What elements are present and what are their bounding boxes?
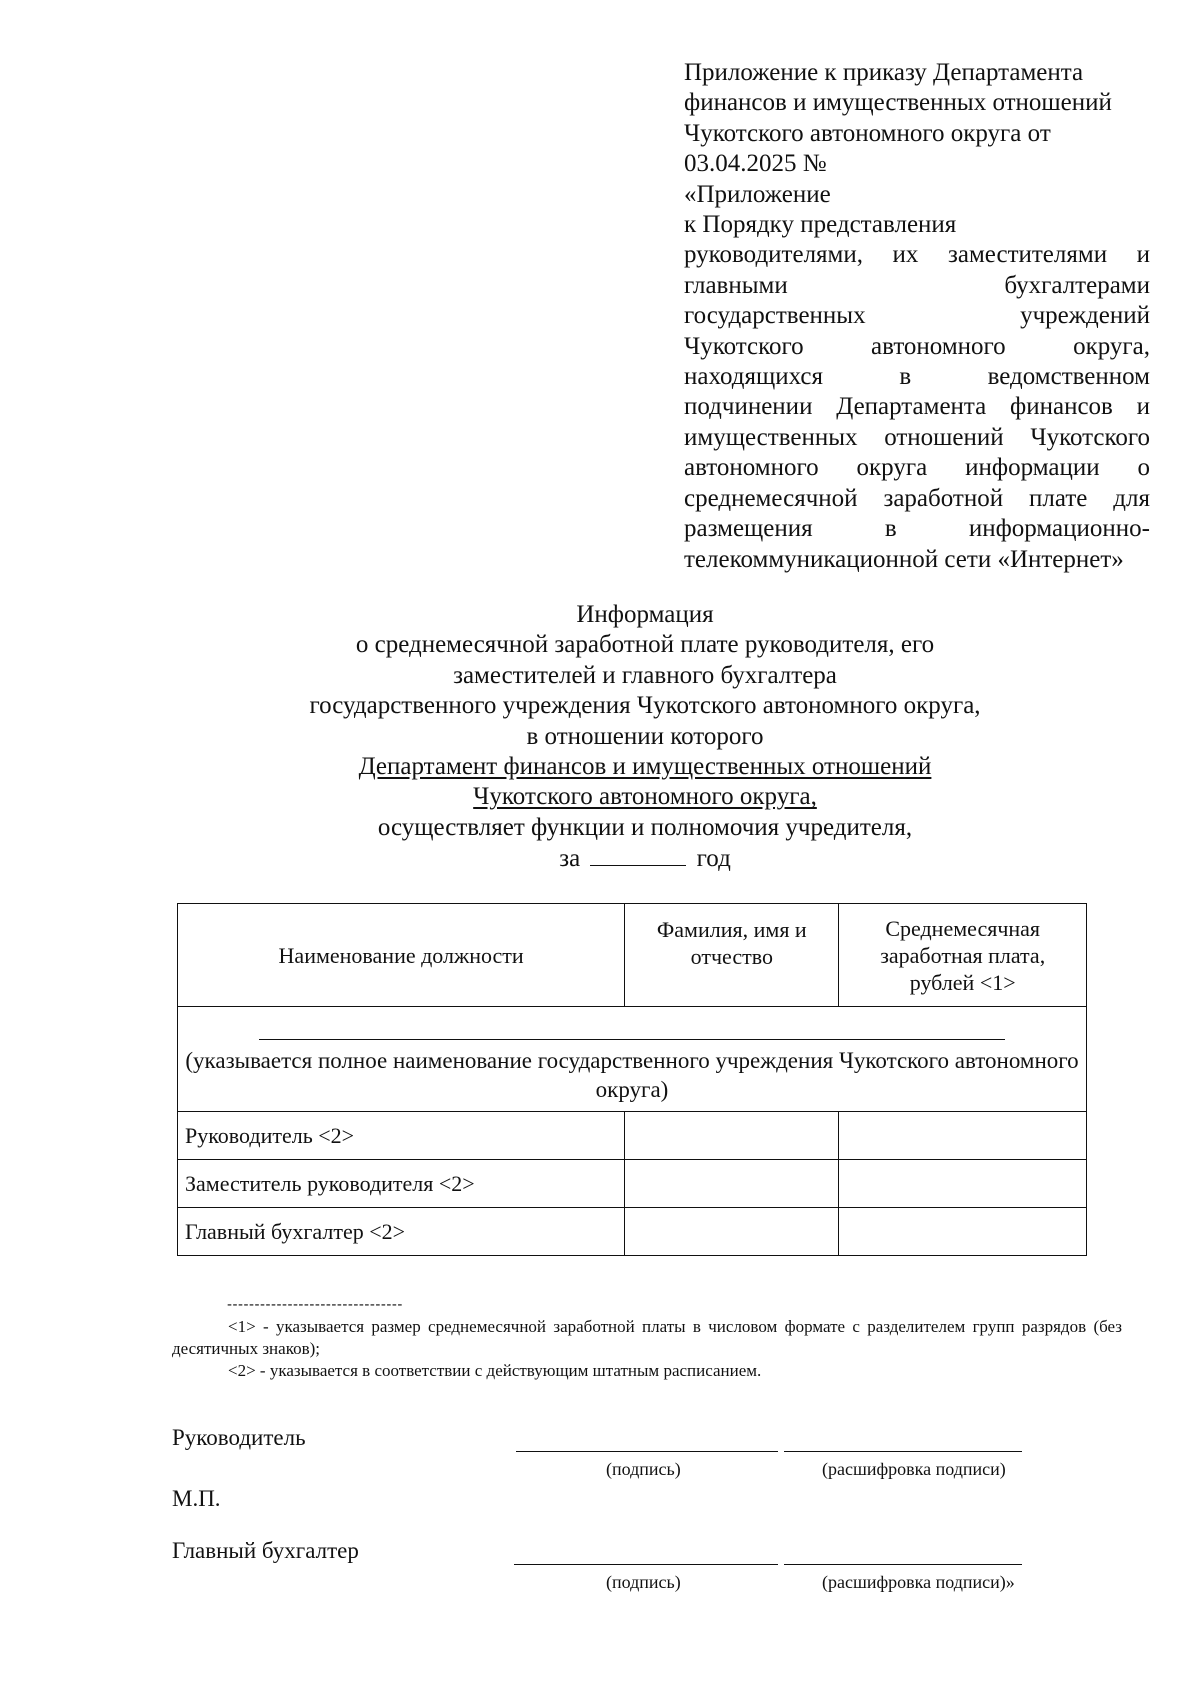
appendix-line: имущественных отношений Чукотского xyxy=(684,423,1150,451)
title-line: о среднемесячной заработной плате руководителя, его xyxy=(355,631,935,659)
org-name-blank-line xyxy=(259,1039,1005,1040)
org-name-row xyxy=(178,1007,1087,1112)
appendix-line: руководителями, их заместителями и xyxy=(684,241,1150,269)
header-position: Наименование должности xyxy=(178,904,625,1007)
position-cell: Главный бухгалтер <2> xyxy=(178,1208,625,1256)
appendix-line: Чукотского автономного округа от xyxy=(684,119,1051,147)
year-line xyxy=(180,843,1110,874)
signature-caption: (подпись) xyxy=(606,1459,681,1479)
head-decode-line[interactable] xyxy=(784,1451,1022,1452)
footnote-separator: -------------------------------- xyxy=(227,1296,403,1313)
footnote-1: <1> - указывается размер среднемесячной заработной платы в числовом формате с разделителем групп разрядов (без десятичных знаков); xyxy=(172,1317,1122,1358)
head-signature-label: Руководитель xyxy=(172,1425,306,1450)
appendix-line: среднемесячной заработной плате для xyxy=(684,484,1150,512)
accountant-signature-line[interactable] xyxy=(514,1564,778,1565)
appendix-block xyxy=(684,58,1150,575)
year-suffix: год xyxy=(696,845,731,873)
header-full-name: Фамилия, имя и отчество xyxy=(625,904,839,1007)
year-prefix: за xyxy=(559,845,581,873)
title-line: осуществляет функции и полномочия учредителя, xyxy=(377,813,913,841)
appendix-line: размещения в информационно- xyxy=(684,515,1150,543)
accountant-decode-line[interactable] xyxy=(784,1564,1022,1565)
salary-table xyxy=(177,903,1087,1256)
appendix-line: Приложение к приказу Департамента xyxy=(684,59,1084,86)
founder-name-line: Департамент финансов и имущественных отношений xyxy=(358,753,932,781)
founder-name-line: Чукотского автономного округа, xyxy=(473,783,817,811)
appendix-line: главными бухгалтерами xyxy=(684,271,1150,299)
decode-caption: (расшифровка подписи) xyxy=(822,1459,1006,1479)
table-row xyxy=(178,1112,1087,1160)
appendix-line: 03.04.2025 № xyxy=(684,150,827,178)
salary-cell[interactable] xyxy=(839,1112,1087,1160)
head-signature-line[interactable] xyxy=(516,1451,778,1452)
appendix-line: автономного округа информации о xyxy=(684,454,1150,482)
title-line: в отношении которого xyxy=(526,722,764,750)
position-cell: Руководитель <2> xyxy=(178,1112,625,1160)
appendix-line: подчинении Департамента финансов и xyxy=(684,393,1150,421)
appendix-line: «Приложение xyxy=(684,180,831,208)
position-cell: Заместитель руководителя <2> xyxy=(178,1160,625,1208)
footnotes xyxy=(172,1294,1122,1382)
table-row xyxy=(178,1208,1087,1256)
appendix-line: Чукотского автономного округа, xyxy=(684,332,1150,360)
appendix-line: к Порядку представления xyxy=(684,211,957,239)
document-title xyxy=(180,600,1110,875)
title-line: заместителей и главного бухгалтера xyxy=(453,661,837,689)
org-name-hint: (указывается полное наименование государственного учреждения Чукотского автономного округа) xyxy=(185,1048,1079,1102)
table-header-row xyxy=(178,904,1087,1007)
decode-caption: (расшифровка подписи)» xyxy=(822,1572,1015,1592)
signature-caption: (подпись) xyxy=(606,1572,681,1592)
appendix-line: государственных учреждений xyxy=(684,302,1150,330)
title-line: государственного учреждения Чукотского автономного округа, xyxy=(309,692,981,720)
appendix-line: телекоммуникационной сети «Интернет» xyxy=(684,545,1124,573)
accountant-signature-label: Главный бухгалтер xyxy=(172,1538,359,1563)
salary-cell[interactable] xyxy=(839,1208,1087,1256)
table-row xyxy=(178,1160,1087,1208)
full-name-cell[interactable] xyxy=(625,1208,839,1256)
full-name-cell[interactable] xyxy=(625,1160,839,1208)
year-blank-field[interactable] xyxy=(590,843,686,866)
full-name-cell[interactable] xyxy=(625,1112,839,1160)
salary-cell[interactable] xyxy=(839,1160,1087,1208)
appendix-line: находящихся в ведомственном xyxy=(684,363,1150,391)
title-line: Информация xyxy=(576,601,714,628)
appendix-line: финансов и имущественных отношений xyxy=(684,89,1112,117)
org-name-cell[interactable] xyxy=(178,1007,1087,1112)
header-salary: Среднемесячная заработная плата, рублей <1> xyxy=(839,904,1087,1007)
stamp-label: М.П. xyxy=(172,1486,221,1511)
footnote-2: <2> - указывается в соответствии с действующим штатным расписанием. xyxy=(228,1361,762,1380)
